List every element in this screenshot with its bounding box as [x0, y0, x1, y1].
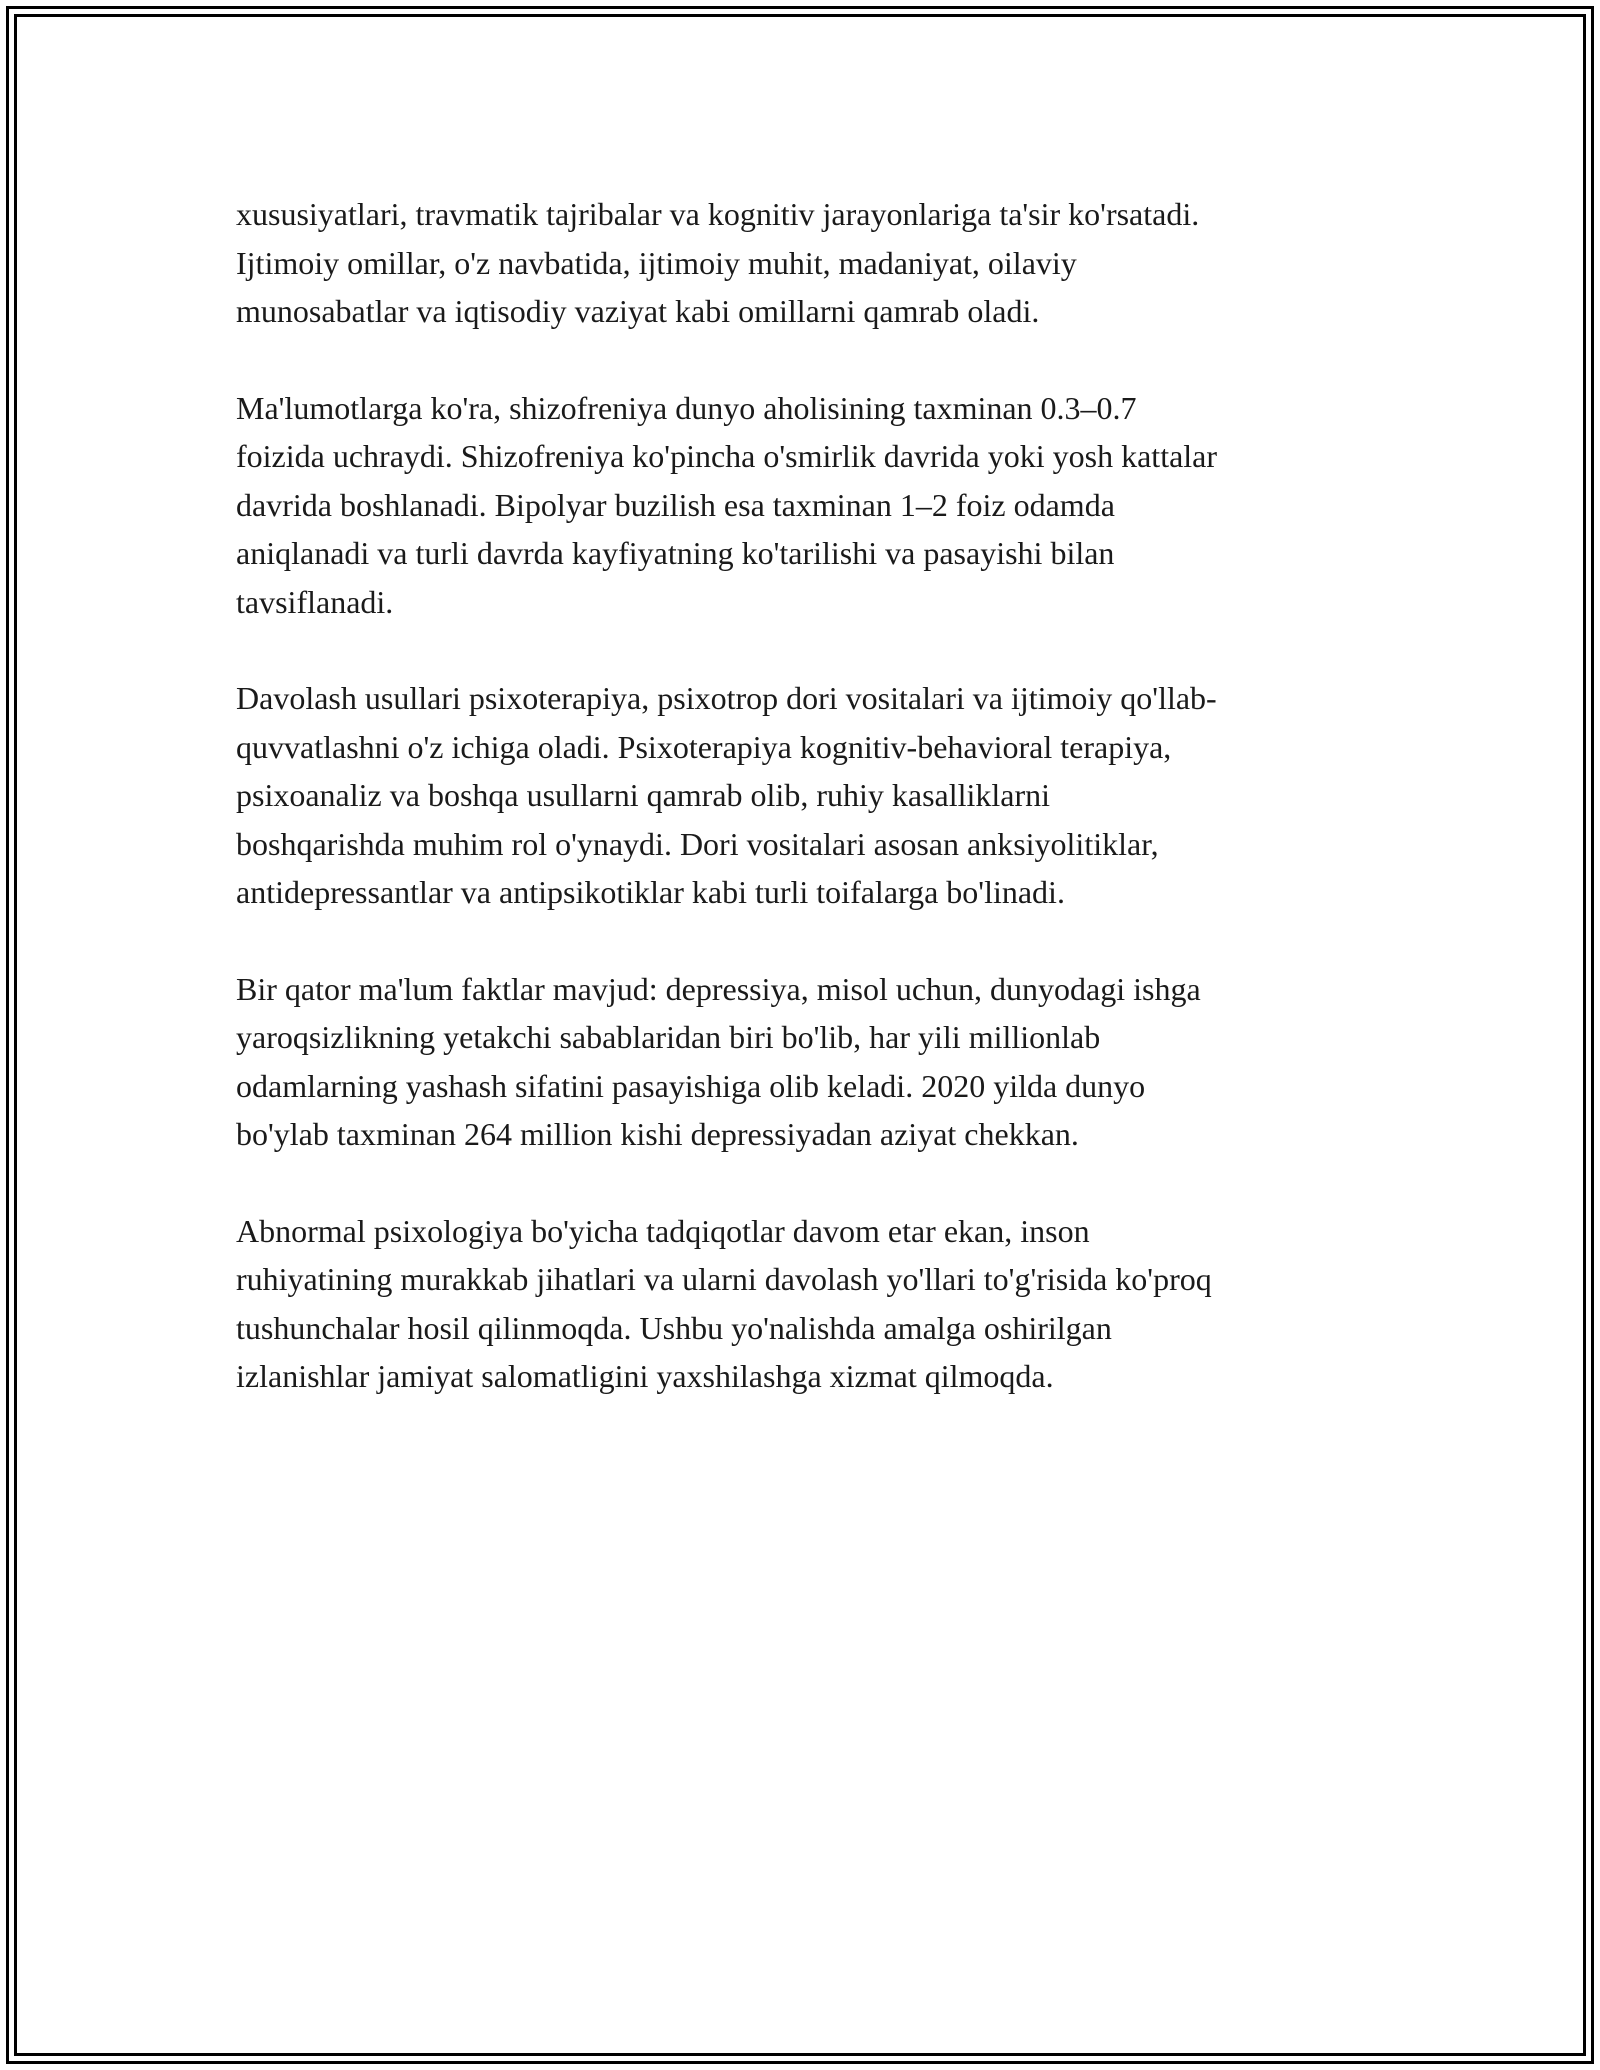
paragraph-1	[236, 190, 1396, 336]
text-line: aniqlanadi va turli davrda kayfiyatning ko'tarilishi va pasayishi bilan	[236, 535, 1115, 571]
text-line: bo'ylab taxminan 264 million kishi depressiyadan aziyat chekkan.	[236, 1116, 1079, 1152]
text-line: odamlarning yashash sifatini pasayishiga olib keladi. 2020 yilda dunyo	[236, 1067, 1146, 1104]
text-line: izlanishlar jamiyat salomatligini yaxshilashga xizmat qilmoqda.	[236, 1358, 1054, 1394]
text-line: tushunchalar hosil qilinmoqda. Ushbu yo'nalishda amalga oshirilgan	[236, 1309, 1112, 1346]
paragraph-5	[236, 1207, 1396, 1401]
text-line: Ijtimoiy omillar, o'z navbatida, ijtimoiy muhit, madaniyat, oilaviy	[236, 244, 1077, 281]
text-line: boshqarishda muhim rol o'ynaydi. Dori vositalari asosan anksiyolitiklar,	[236, 825, 1159, 862]
document-body	[236, 190, 1396, 1449]
text-line: xususiyatlari, travmatik tajribalar va kognitiv jarayonlariga ta'sir ko'rsatadi.	[236, 196, 1200, 232]
paragraph-4	[236, 965, 1396, 1159]
text-line: Bir qator ma'lum faktlar mavjud: depressiya, misol uchun, dunyodagi ishga	[236, 970, 1201, 1007]
text-line: munosabatlar va iqtisodiy vaziyat kabi omillarni qamrab oladi.	[236, 293, 1040, 329]
text-line: yaroqsizlikning yetakchi sabablaridan biri bo'lib, har yili millionlab	[236, 1019, 1101, 1055]
text-line: foizida uchraydi. Shizofreniya ko'pincha o'smirlik davrida yoki yosh kattalar	[236, 438, 1218, 474]
paragraph-3	[236, 674, 1396, 917]
text-line: psixoanaliz va boshqa usullarni qamrab olib, ruhiy kasalliklarni	[236, 777, 1051, 813]
text-line: Ma'lumotlarga ko'ra, shizofreniya dunyo aholisining taxminan 0.3–0.7	[236, 389, 1137, 426]
text-line: antidepressantlar va antipsikotiklar kabi turli toifalarga bo'linadi.	[236, 874, 1065, 910]
paragraph-2	[236, 384, 1396, 627]
text-line: Abnormal psixologiya bo'yicha tadqiqotlar davom etar ekan, inson	[236, 1212, 1090, 1249]
text-line: ruhiyatining murakkab jihatlari va ularni davolash yo'llari to'g'risida ko'proq	[236, 1261, 1212, 1297]
text-line: tavsiflanadi.	[236, 583, 394, 620]
text-line: Davolash usullari psixoterapiya, psixotrop dori vositalari va ijtimoiy qo'llab-	[236, 680, 1217, 716]
text-line: quvvatlashni o'z ichiga oladi. Psixoterapiya kognitiv-behavioral terapiya,	[236, 728, 1172, 765]
text-line: davrida boshlanadi. Bipolyar buzilish esa taxminan 1–2 foiz odamda	[236, 486, 1115, 523]
